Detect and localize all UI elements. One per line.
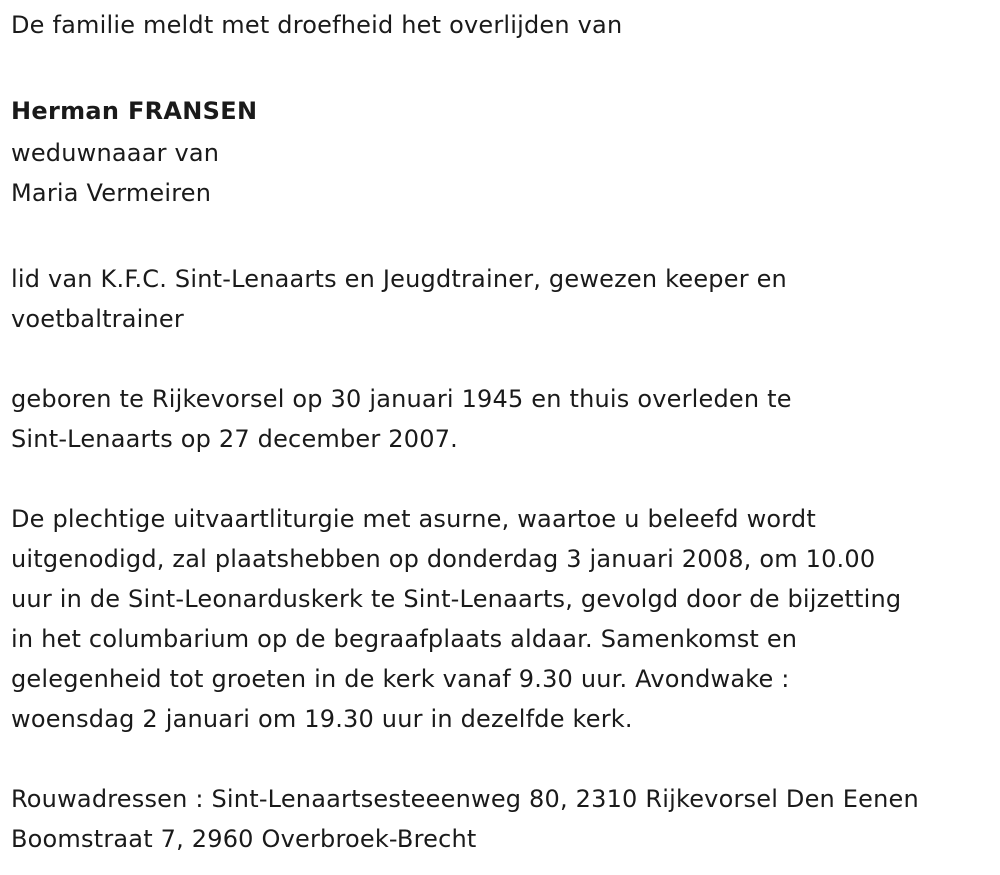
addresses-paragraph (11, 779, 996, 859)
funeral-line: De plechtige uitvaartliturgie met asurne, waartoe u beleefd wordt (11, 505, 816, 533)
spouse-name: Maria Vermeiren (11, 179, 212, 207)
birth-death-line: Sint-Lenaarts op 27 december 2007. (11, 425, 458, 453)
funeral-paragraph (11, 499, 996, 739)
announcement-text: De familie meldt met droefheid het overlijden van (11, 11, 623, 39)
membership-line: lid van K.F.C. Sint-Lenaarts en Jeugdtrainer, gewezen keeper en (11, 265, 787, 293)
spacer (11, 459, 996, 499)
relation-text: weduwnaaar van (11, 139, 220, 167)
funeral-line: uitgenodigd, zal plaatshebben op donderdag 3 januari 2008, om 10.00 (11, 545, 876, 573)
funeral-line: uur in de Sint-Leonarduskerk te Sint-Lenaarts, gevolgd door de bijzetting (11, 585, 902, 613)
birth-death-paragraph (11, 379, 996, 459)
spacer (11, 45, 996, 85)
funeral-line: gelegenheid tot groeten in de kerk vanaf 9.30 uur. Avondwake : (11, 665, 790, 693)
obituary-notice (11, 0, 996, 859)
spacer (11, 339, 996, 379)
deceased-name: Herman FRANSEN (11, 97, 258, 125)
spacer (11, 739, 996, 779)
membership-paragraph (11, 259, 996, 339)
spacer (11, 213, 996, 253)
birth-death-line: geboren te Rijkevorsel op 30 januari 1945 en thuis overleden te (11, 385, 792, 413)
funeral-line: in het columbarium op de begraafplaats aldaar. Samenkomst en (11, 625, 798, 653)
funeral-line: woensdag 2 januari om 19.30 uur in dezelfde kerk. (11, 705, 633, 733)
membership-line: voetbaltrainer (11, 305, 184, 333)
address-line: Boomstraat 7, 2960 Overbroek-Brecht (11, 825, 477, 853)
address-line: Rouwadressen : Sint-Lenaartsesteeenweg 80, 2310 Rijkevorsel Den Eenen (11, 785, 919, 813)
